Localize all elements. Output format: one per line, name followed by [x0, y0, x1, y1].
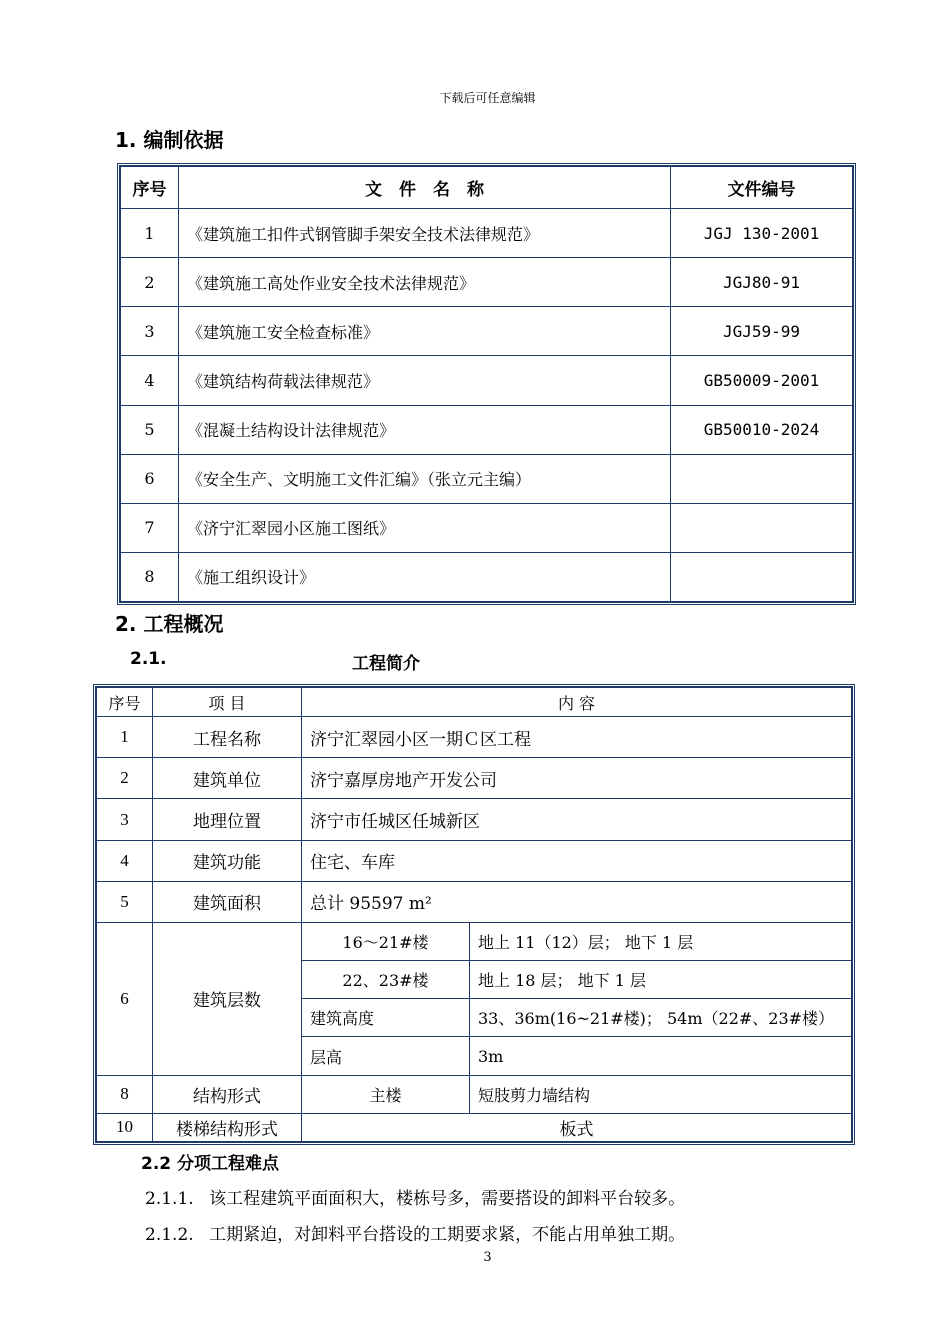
- subsection-title: 工程简介: [352, 654, 420, 674]
- table-header-row: [121, 167, 853, 209]
- col-header-code: 文件编号: [671, 167, 853, 209]
- row-item: 建筑功能: [153, 840, 302, 881]
- row-no: 6: [97, 922, 153, 1075]
- col-header-content: 内 容: [302, 688, 852, 717]
- table-row: [97, 922, 852, 960]
- sub-value: 地上 18 层； 地下 1 层: [470, 961, 852, 999]
- row-item: 结构形式: [153, 1075, 302, 1113]
- table-row: [121, 209, 853, 258]
- row-item: 地理位置: [153, 799, 302, 840]
- header-note: 下载后可任意编辑: [439, 91, 536, 105]
- table-row: [97, 799, 852, 840]
- col-header-item: 项 目: [153, 688, 302, 717]
- row-no: 5: [97, 881, 153, 922]
- row-no: 4: [121, 356, 179, 405]
- row-content: 住宅、车库: [302, 840, 852, 881]
- row-name: 《混凝土结构设计法律规范》: [179, 405, 671, 454]
- item-text: 工期紧迫，对卸料平台搭设的工期要求紧，不能占用单独工期。: [209, 1225, 686, 1245]
- row-no: 8: [121, 552, 179, 601]
- table-row: [121, 258, 853, 307]
- row-code: JGJ 130-2001: [671, 209, 853, 258]
- row-item: 工程名称: [153, 717, 302, 758]
- row-no: 1: [121, 209, 179, 258]
- col-header-no: 序号: [97, 688, 153, 717]
- row-item: 楼梯结构形式: [153, 1113, 302, 1141]
- row-code: [671, 552, 853, 601]
- table-row: [97, 840, 852, 881]
- row-no: 8: [97, 1075, 153, 1113]
- row-code: [671, 503, 853, 552]
- sub-value: 地上 11（12）层； 地下 1 层: [470, 922, 852, 960]
- sub-label: 16～21#楼: [302, 922, 470, 960]
- row-name: 《济宁汇翠园小区施工图纸》: [179, 503, 671, 552]
- row-code: GB50010-2024: [671, 405, 853, 454]
- row-item: 建筑层数: [153, 922, 302, 1075]
- row-no: 10: [97, 1113, 153, 1141]
- sub-value: 33、36m(16~21#楼)； 54m（22#、23#楼）: [470, 999, 852, 1037]
- table-row: [97, 1075, 852, 1113]
- subsection-number: 2.1.: [130, 649, 167, 669]
- section22-title: 2.2 分项工程难点: [141, 1154, 280, 1174]
- table-row: [121, 454, 853, 503]
- sub-label: 主楼: [302, 1075, 470, 1113]
- row-name: 《建筑施工高处作业安全技术法律规范》: [179, 258, 671, 307]
- table-row: [121, 405, 853, 454]
- row-code: [671, 454, 853, 503]
- sub-label: 22、23#楼: [302, 961, 470, 999]
- col-header-name: 文 件 名 称: [179, 167, 671, 209]
- table-row: [97, 758, 852, 799]
- row-no: 7: [121, 503, 179, 552]
- col-header-no: 序号: [121, 167, 179, 209]
- table-row: [97, 717, 852, 758]
- row-no: 5: [121, 405, 179, 454]
- row-content: 济宁市任城区任城新区: [302, 799, 852, 840]
- row-content: 总计 95597 m²: [302, 881, 852, 922]
- row-content: 济宁汇翠园小区一期Ｃ区工程: [302, 717, 852, 758]
- row-no: 3: [121, 307, 179, 356]
- row-code: GB50009-2001: [671, 356, 853, 405]
- table-row: [121, 552, 853, 601]
- row-code: JGJ59-99: [671, 307, 853, 356]
- row-name: 《施工组织设计》: [179, 552, 671, 601]
- item-text: 该工程建筑平面面积大，楼栋号多，需要搭设的卸料平台较多。: [209, 1189, 686, 1209]
- section1-title: 1. 编制依据: [115, 128, 224, 152]
- row-name: 《建筑施工扣件式钢管脚手架安全技术法律规范》: [179, 209, 671, 258]
- sub-label: 层高: [302, 1037, 470, 1075]
- row-item: 建筑单位: [153, 758, 302, 799]
- row-content: 板式: [302, 1113, 852, 1141]
- row-no: 4: [97, 840, 153, 881]
- table-header-row: [97, 688, 852, 717]
- row-no: 2: [97, 758, 153, 799]
- item-number: 2.1.1.: [145, 1189, 194, 1209]
- row-name: 《安全生产、文明施工文件汇编》（张立元主编）: [179, 454, 671, 503]
- row-no: 6: [121, 454, 179, 503]
- row-code: JGJ80-91: [671, 258, 853, 307]
- sub-value: 3m: [470, 1037, 852, 1075]
- row-no: 2: [121, 258, 179, 307]
- table-row: [97, 1113, 852, 1141]
- sub-label: 建筑高度: [302, 999, 470, 1037]
- table-row: [121, 356, 853, 405]
- item-number: 2.1.2.: [145, 1225, 194, 1245]
- difficulty-item: [145, 1184, 685, 1209]
- table-row: [121, 503, 853, 552]
- row-name: 《建筑施工安全检查标准》: [179, 307, 671, 356]
- row-no: 1: [97, 717, 153, 758]
- row-name: 《建筑结构荷载法律规范》: [179, 356, 671, 405]
- table-row: [121, 307, 853, 356]
- difficulty-item: [145, 1220, 685, 1245]
- row-content: 济宁嘉厚房地产开发公司: [302, 758, 852, 799]
- row-no: 3: [97, 799, 153, 840]
- row-item: 建筑面积: [153, 881, 302, 922]
- sub-value: 短肢剪力墙结构: [470, 1075, 852, 1113]
- table-row: [97, 881, 852, 922]
- section2-title: 2. 工程概况: [115, 612, 224, 636]
- reference-table: [117, 163, 856, 605]
- page-number: 3: [483, 1250, 492, 1265]
- project-overview-table: [93, 684, 855, 1145]
